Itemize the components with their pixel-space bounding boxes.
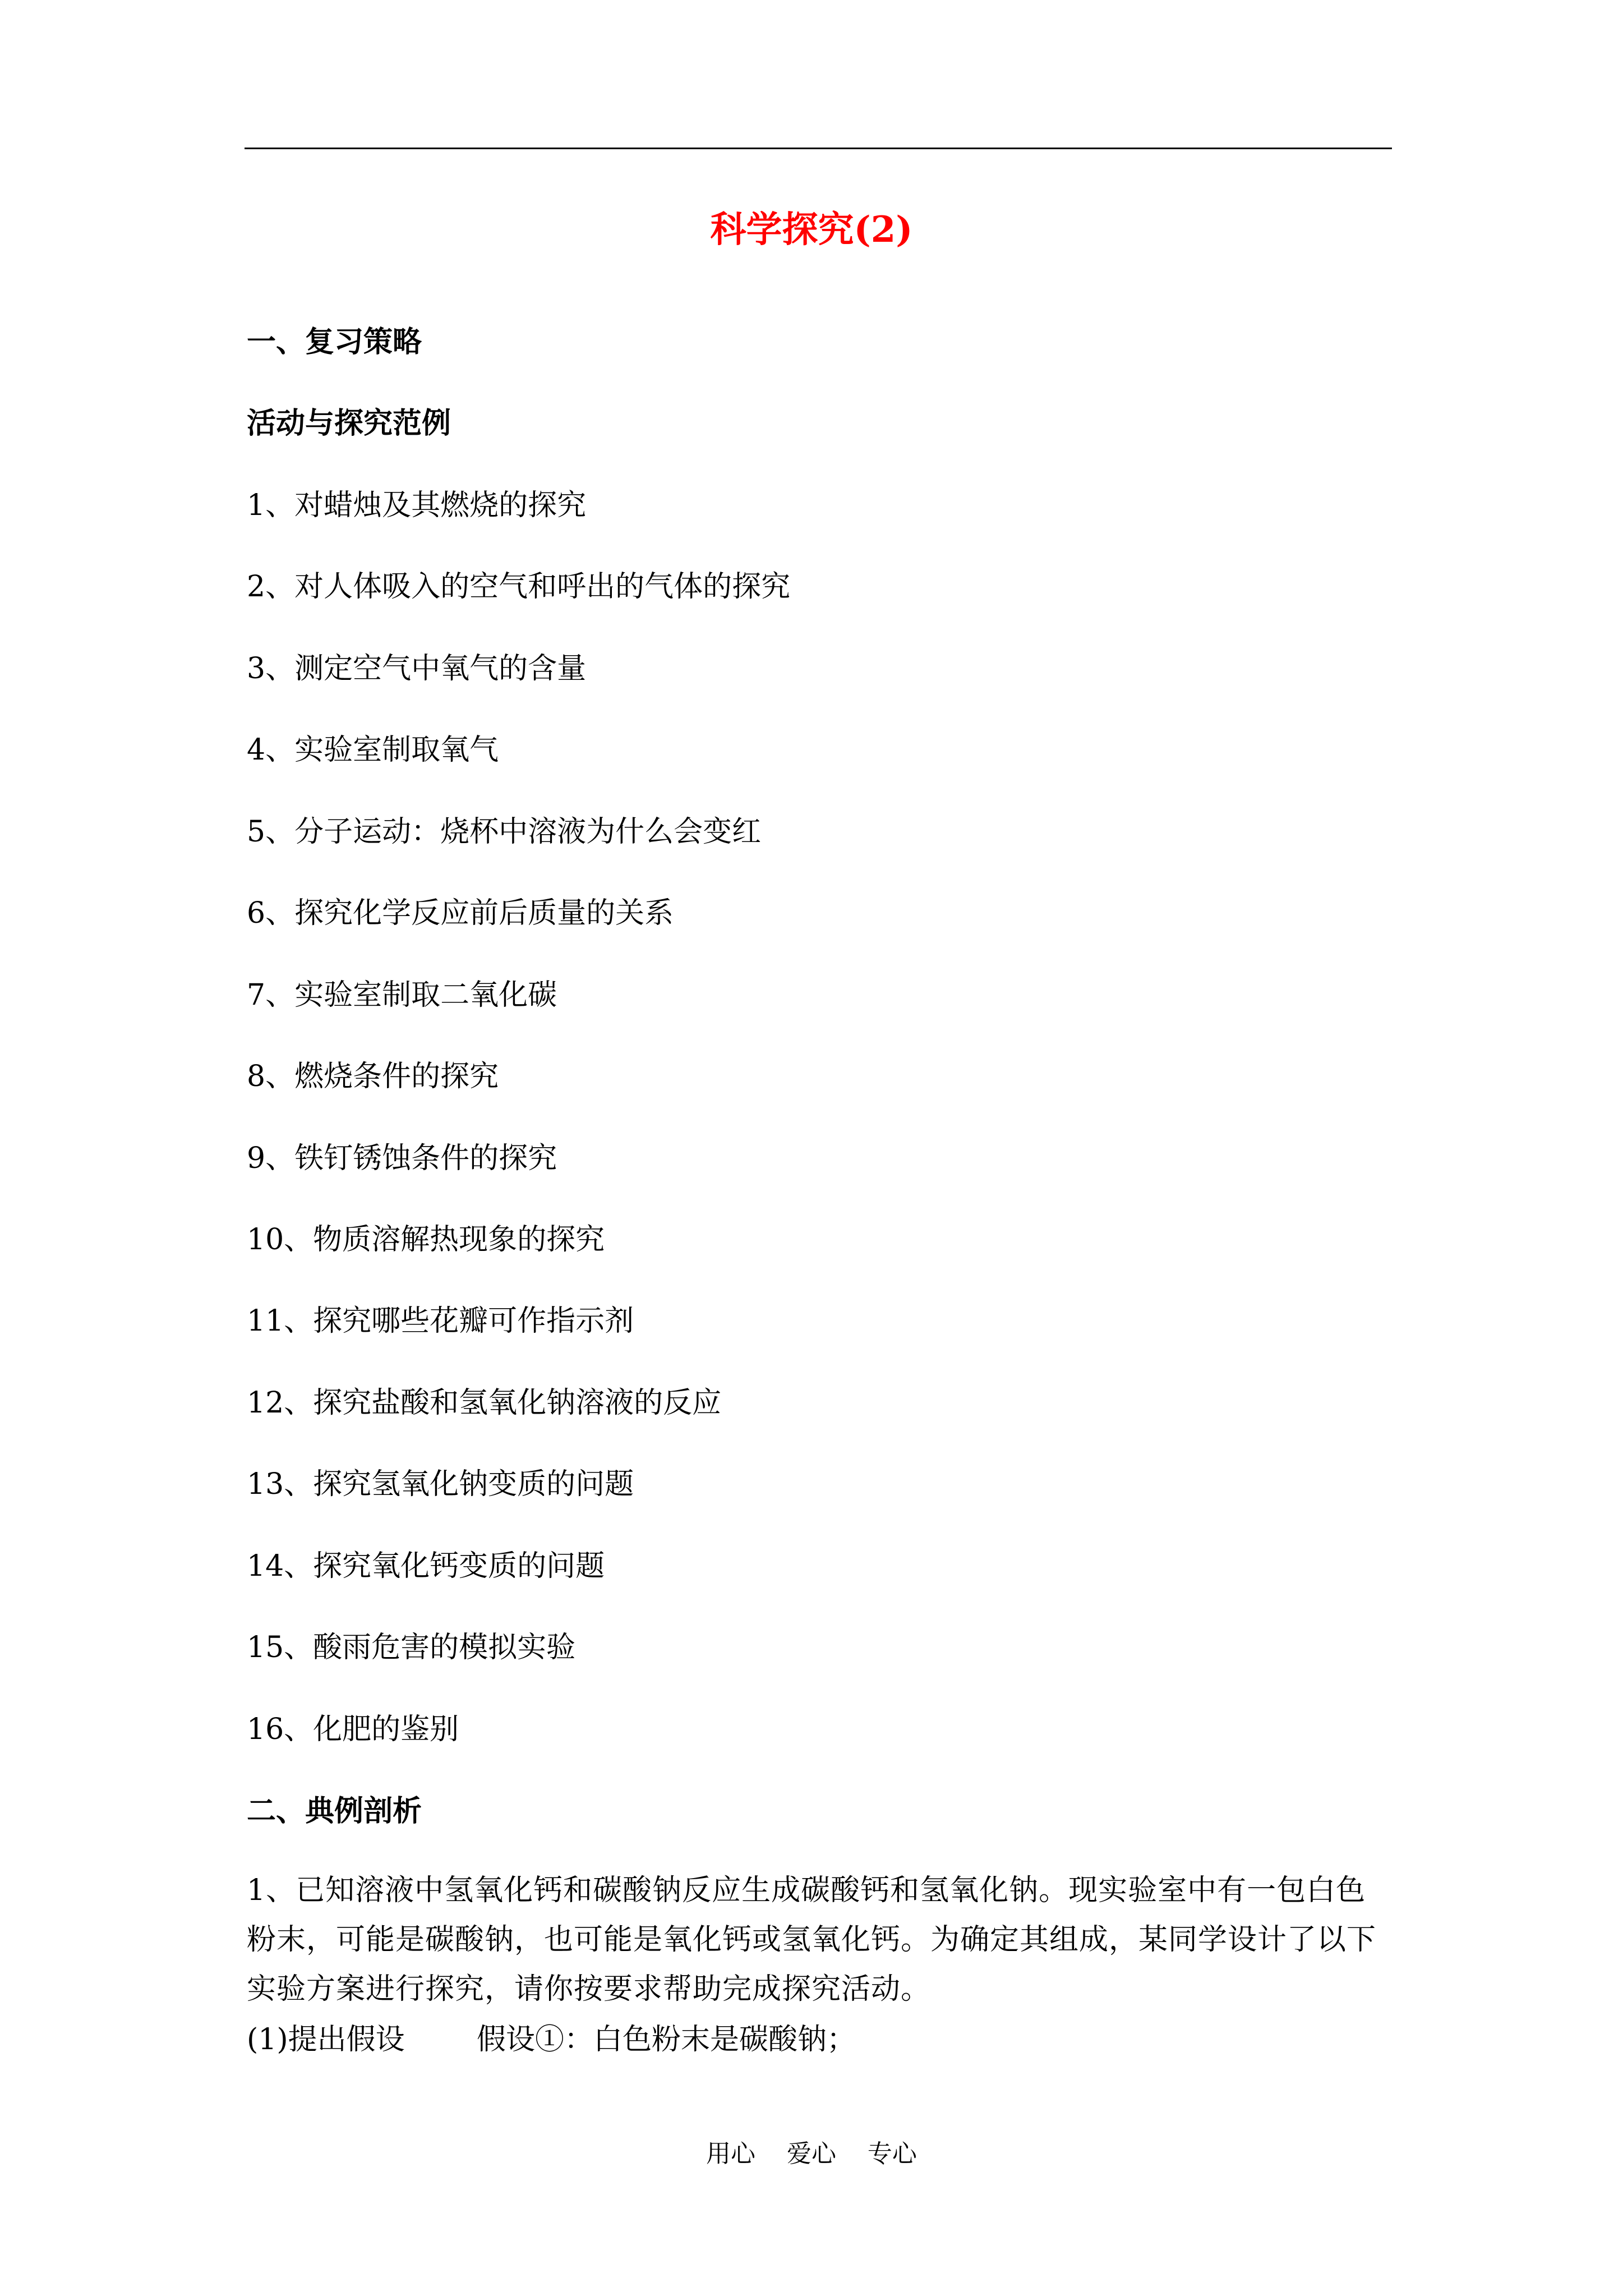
activity-item: 11、探究哪些花瓣可作指示剂 — [247, 1304, 634, 1338]
activity-item: 1、对蜡烛及其燃烧的探究 — [247, 489, 587, 522]
section-heading-review: 一、复习策略 — [247, 325, 422, 359]
activity-item: 5、分子运动：烧杯中溶液为什么会变红 — [247, 815, 762, 849]
activity-item: 15、酸雨危害的模拟实验 — [247, 1631, 576, 1664]
page-title: 科学探究(2) — [710, 209, 913, 251]
example-paragraph-line: 实验方案进行探究，请你按要求帮助完成探究活动。 — [247, 1972, 931, 2006]
hypothesis-text: 假设①：白色粉末是碳酸钠； — [477, 2023, 856, 2056]
activity-item: 8、燃烧条件的探究 — [247, 1060, 499, 1093]
example-paragraph-line: 粉末，可能是碳酸钠，也可能是氧化钙或氢氧化钙。为确定其组成，某同学设计了以下 — [247, 1923, 1377, 1957]
activity-item: 13、探究氢氧化钠变质的问题 — [247, 1467, 634, 1501]
hypothesis-line — [247, 2025, 856, 2054]
section-heading-examples: 二、典例剖析 — [247, 1794, 422, 1828]
page-footer: 用心 爱心 专心 — [706, 2139, 917, 2168]
example-paragraph — [247, 1866, 1402, 2014]
hypothesis-label: (1)提出假设 — [247, 2023, 405, 2056]
activity-item: 10、物质溶解热现象的探究 — [247, 1223, 605, 1257]
example-paragraph-line: 1、已知溶液中氢氧化钙和碳酸钠反应生成碳酸钙和氢氧化钠。现实验室中有一包白色 — [247, 1874, 1366, 1907]
activity-item: 14、探究氧化钙变质的问题 — [247, 1549, 605, 1583]
activity-item: 12、探究盐酸和氢氧化钠溶液的反应 — [247, 1386, 722, 1420]
activity-item: 2、对人体吸入的空气和呼出的气体的探究 — [247, 570, 791, 604]
activity-item: 3、测定空气中氧气的含量 — [247, 652, 587, 685]
activity-item: 9、铁钉锈蚀条件的探究 — [247, 1142, 557, 1175]
activity-item: 4、实验室制取氧气 — [247, 733, 499, 767]
activity-item: 7、实验室制取二氧化碳 — [247, 978, 557, 1012]
activity-item: 16、化肥的鉴别 — [247, 1713, 459, 1746]
subheading-activities: 活动与探究范例 — [247, 406, 451, 440]
header-rule — [245, 148, 1392, 149]
activity-item: 6、探究化学反应前后质量的关系 — [247, 896, 674, 930]
